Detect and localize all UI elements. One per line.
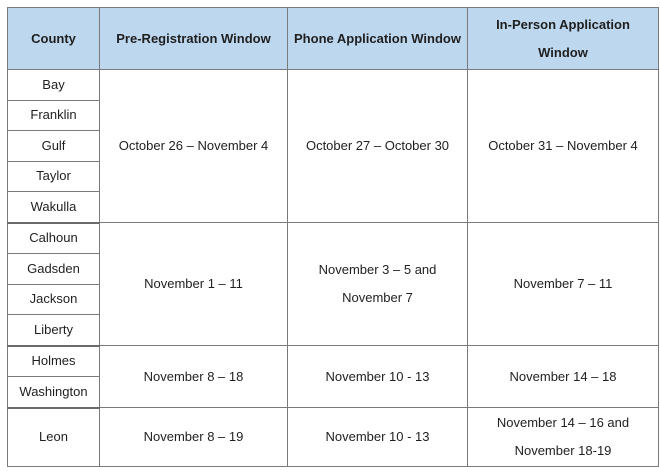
phone-application-cell: November 10 - 13 bbox=[288, 346, 468, 408]
county-cell: Holmes bbox=[8, 346, 100, 377]
in-person-application-cell: November 14 – 16 and November 18-19 bbox=[468, 408, 659, 467]
header-row bbox=[8, 8, 659, 70]
pre-registration-cell: November 1 – 11 bbox=[100, 223, 288, 346]
county-cell: Wakulla bbox=[8, 192, 100, 223]
pre-registration-cell: October 26 – November 4 bbox=[100, 70, 288, 223]
county-cell: Calhoun bbox=[8, 223, 100, 254]
county-cell: Bay bbox=[8, 70, 100, 101]
county-cell: Washington bbox=[8, 377, 100, 408]
header-in-person-application: In-Person Application Window bbox=[468, 8, 659, 70]
in-person-application-cell: October 31 – November 4 bbox=[468, 70, 659, 223]
pre-registration-cell: November 8 – 18 bbox=[100, 346, 288, 408]
header-pre-registration: Pre-Registration Window bbox=[100, 8, 288, 70]
header-county: County bbox=[8, 8, 100, 70]
header-phone-application: Phone Application Window bbox=[288, 8, 468, 70]
phone-application-cell: November 10 - 13 bbox=[288, 408, 468, 467]
in-person-application-cell: November 14 – 18 bbox=[468, 346, 659, 408]
county-cell: Leon bbox=[8, 408, 100, 467]
county-cell: Liberty bbox=[8, 315, 100, 346]
county-cell: Gadsden bbox=[8, 254, 100, 285]
county-cell: Franklin bbox=[8, 100, 100, 131]
table-row bbox=[8, 70, 659, 101]
phone-application-cell: November 3 – 5 and November 7 bbox=[288, 223, 468, 346]
table-row bbox=[8, 408, 659, 467]
county-cell: Jackson bbox=[8, 284, 100, 315]
county-cell: Gulf bbox=[8, 131, 100, 162]
application-window-table bbox=[7, 7, 659, 467]
county-cell: Taylor bbox=[8, 161, 100, 192]
table-row bbox=[8, 346, 659, 377]
table-row bbox=[8, 223, 659, 254]
phone-application-cell: October 27 – October 30 bbox=[288, 70, 468, 223]
in-person-application-cell: November 7 – 11 bbox=[468, 223, 659, 346]
pre-registration-cell: November 8 – 19 bbox=[100, 408, 288, 467]
